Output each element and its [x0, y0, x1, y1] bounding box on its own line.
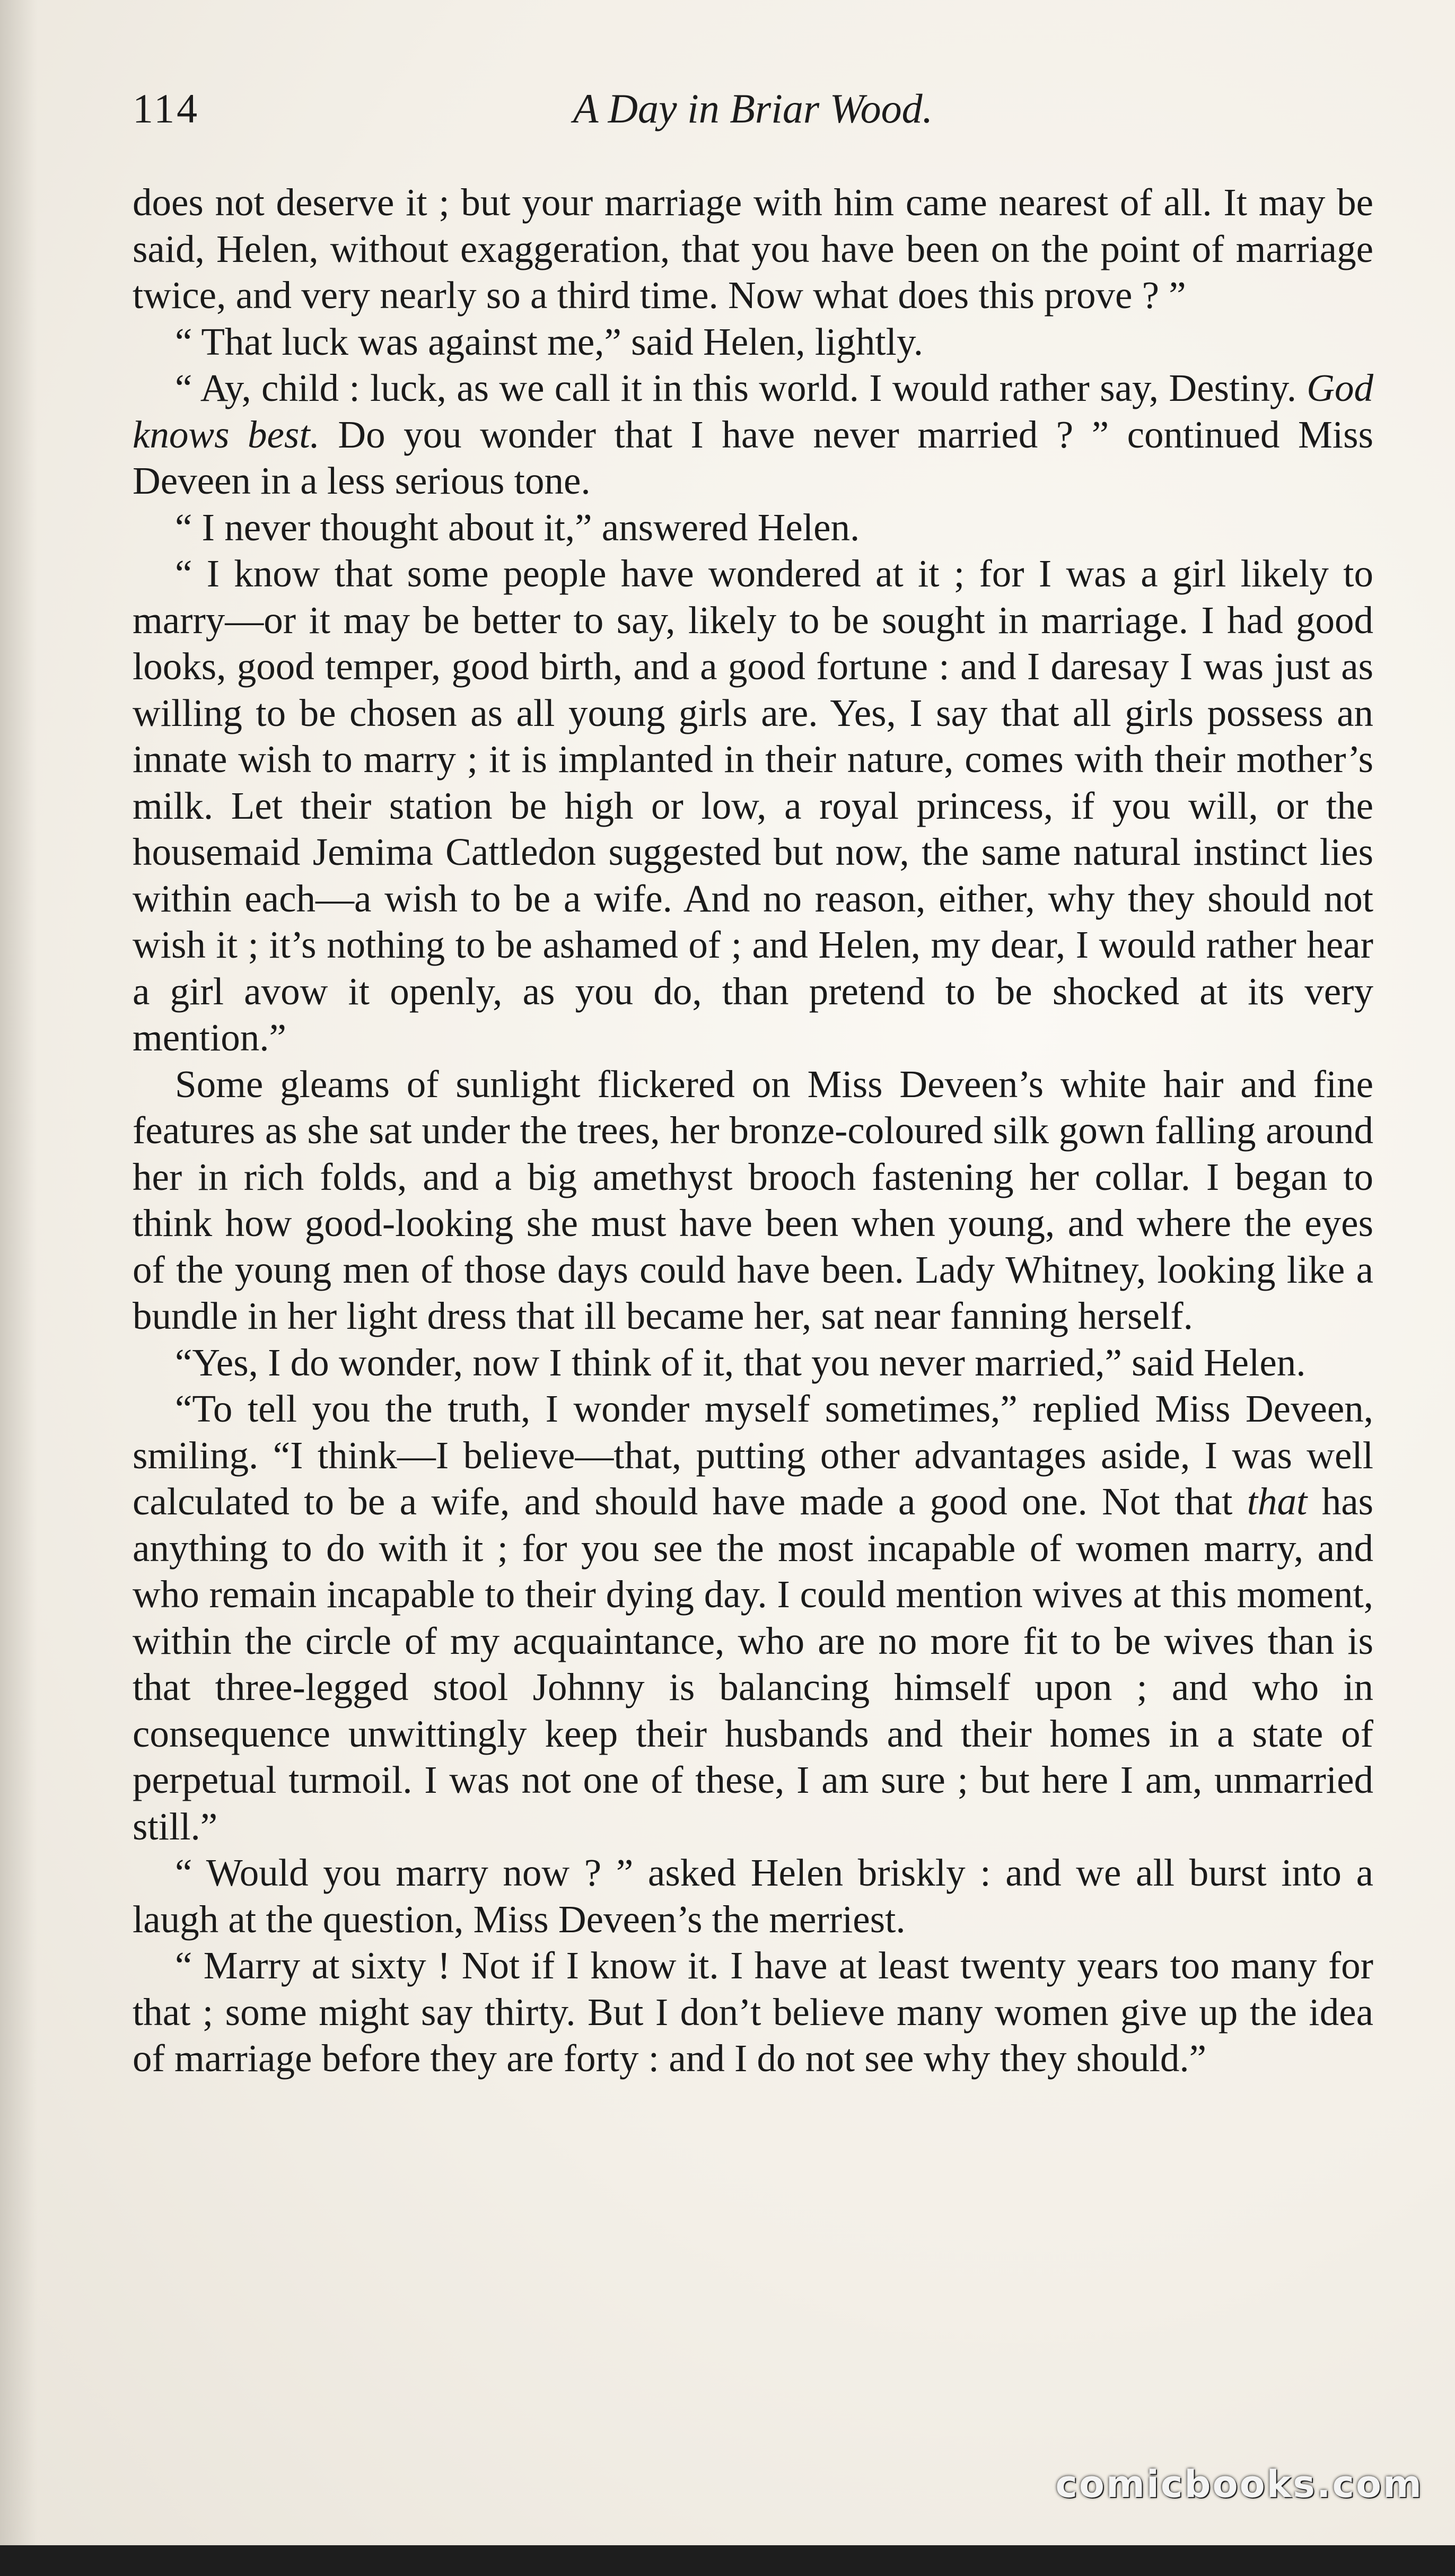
- italic-text: that: [1247, 1480, 1308, 1523]
- paragraph-text: Do you wonder that I have never married ? ” continued Miss Deveen in a less serious tone.: [133, 413, 1373, 502]
- paragraph-text: has anything to do with it ; for you see the most incapable of women marry, and who remain incapable to their dying day. I could mention wives at this moment, within the circle of my acquaintance, who are no more fit to be wives than is that three-legged stool Johnny is balancing himself upon ; and who in consequence unwittingly keep their husbands and their homes in a state of perpetual turmoil. I was not one of these, I am sure ; but here I am, unmarried still.”: [133, 1480, 1374, 1848]
- running-title: A Day in Briar Wood.: [573, 85, 933, 132]
- paragraph-text: “ That luck was against me,” said Helen, lightly.: [175, 320, 923, 363]
- paragraph: [133, 365, 1373, 504]
- page-gutter-shadow: [0, 0, 37, 2545]
- paragraph-text: “ Ay, child : luck, as we call it in this world. I would rather say, Destiny.: [175, 366, 1307, 409]
- paragraph: [133, 319, 1373, 365]
- paragraph-text: “ Marry at sixty ! Not if I know it. I have at least twenty years too many for that ; some might say thirty. But I don’t believe many women give up the idea of marriage before they are forty : and I do not see why they should.”: [133, 1944, 1373, 2080]
- paragraph-text: “To tell you the truth, I wonder myself sometimes,” replied Miss Deveen, smiling. “I think—I believe—that, putting other advantages aside, I was well calculated to be a wife, and should have made a good one. Not that: [133, 1387, 1373, 1523]
- paragraph-text: “ Would you marry now ? ” asked Helen briskly : and we all burst into a laugh at the question, Miss Deveen’s the merriest.: [133, 1851, 1373, 1941]
- page-header: [133, 85, 1373, 148]
- watermark: comicbooks.com: [1055, 2463, 1423, 2506]
- paragraph: [133, 1339, 1373, 1386]
- page-number: 114: [133, 85, 200, 132]
- paragraph-text: “ I never thought about it,” answered Helen.: [175, 505, 860, 549]
- paragraph-text: “Yes, I do wonder, now I think of it, that you never married,” said Helen.: [175, 1340, 1306, 1384]
- paragraph-text: “ I know that some people have wondered at it ; for I was a girl likely to marry—or it may be better to say, likely to be sought in marriage. I had good looks, good temper, good birth, and a good fortune : and I daresay I was just as willing to be chosen as all young girls are. Yes, I say that all girls possess an innate wish to marry ; it is implanted in their nature, comes with their mother’s milk. Let their station be high or low, a royal princess, if you will, or the housemaid Jemima Cattledon suggested but now, the same natural instinct lies within each—a wish to be a wife. And no reason, either, why they should not wish it ; it’s nothing to be ashamed of ; and Helen, my dear, I would rather hear a girl avow it openly, as you do, than pretend to be shocked at its very mention.”: [133, 552, 1373, 1059]
- paragraph: [133, 1850, 1373, 1942]
- body-text: [133, 179, 1373, 2082]
- paragraph: [133, 550, 1373, 1061]
- scan-border: [0, 2545, 1455, 2576]
- paragraph: [133, 179, 1373, 319]
- italic-text: God knows best.: [133, 366, 1373, 456]
- paragraph-text: does not deserve it ; but your marriage with him came nearest of all. It may be said, Helen, without exaggeration, that you have been on the point of marriage twice, and very nearly so a third time. Now what does this prove ? ”: [133, 181, 1373, 317]
- paragraph: [133, 1386, 1373, 1850]
- paragraph: [133, 1942, 1373, 2082]
- paragraph-text: Some gleams of sunlight flickered on Miss Deveen’s white hair and fine features as she sat under the trees, her bronze-coloured silk gown falling around her in rich folds, and a big amethyst brooch fastening her collar. I began to think how good-looking she must have been when young, and where the eyes of the young men of those days could have been. Lady Whitney, looking like a bundle in her light dress that ill became her, sat near fanning herself.: [133, 1062, 1373, 1337]
- paragraph: [133, 504, 1373, 551]
- paragraph: [133, 1061, 1373, 1339]
